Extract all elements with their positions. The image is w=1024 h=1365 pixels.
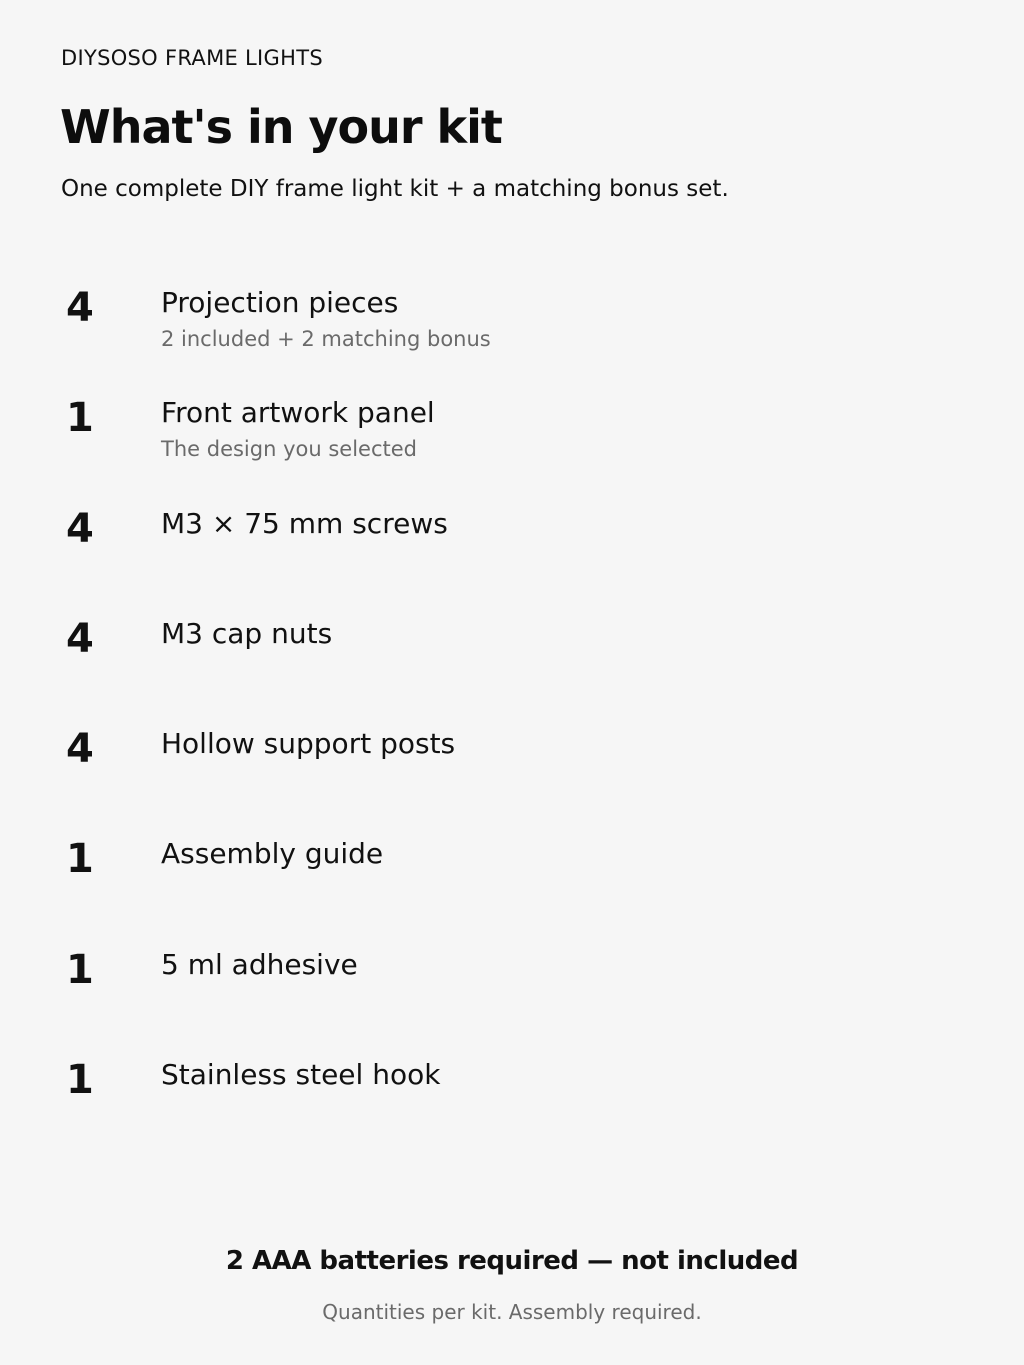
item-quantity: 4 [66,285,94,331]
item-name: M3 × 75 mm screws [161,506,448,540]
footer-note: Quantities per kit. Assembly required. [322,1300,702,1324]
item-name: 5 ml adhesive [161,947,358,981]
item-quantity: 1 [66,1057,94,1104]
kit-item-assembly-guide [0,829,1024,939]
kit-item-screws [0,499,1024,609]
page-title: What's in your kit [60,100,502,154]
item-name: Front artwork panel [161,396,435,430]
battery-requirement: 2 AAA batteries required — not included [225,1246,799,1276]
item-quantity: 4 [66,726,94,773]
kit-item-front-artwork-panel [0,388,1024,498]
item-note: The design you selected [161,437,417,462]
item-name: Stainless steel hook [161,1058,441,1092]
item-quantity: 4 [66,615,94,662]
kit-item-adhesive [0,940,1024,1050]
item-quantity: 4 [66,505,94,552]
kit-item-projection-pieces [0,278,1024,388]
kit-item-steel-hook [0,1050,1024,1160]
page-subtitle: One complete DIY frame light kit + a matching bonus set. [61,176,729,202]
item-quantity: 1 [66,836,94,883]
item-quantity: 1 [66,946,94,993]
item-note: 2 included + 2 matching bonus [161,327,491,351]
item-name: Assembly guide [161,837,384,871]
item-name: M3 cap nuts [161,616,333,650]
item-name: Projection pieces [161,286,399,319]
kit-item-cap-nuts [0,609,1024,719]
item-name: Hollow support posts [161,727,456,761]
brand-name: DIYSOSO FRAME LIGHTS [61,46,323,70]
kit-item-support-posts [0,719,1024,829]
item-quantity: 1 [66,395,94,442]
kit-item-list [0,278,1024,1160]
